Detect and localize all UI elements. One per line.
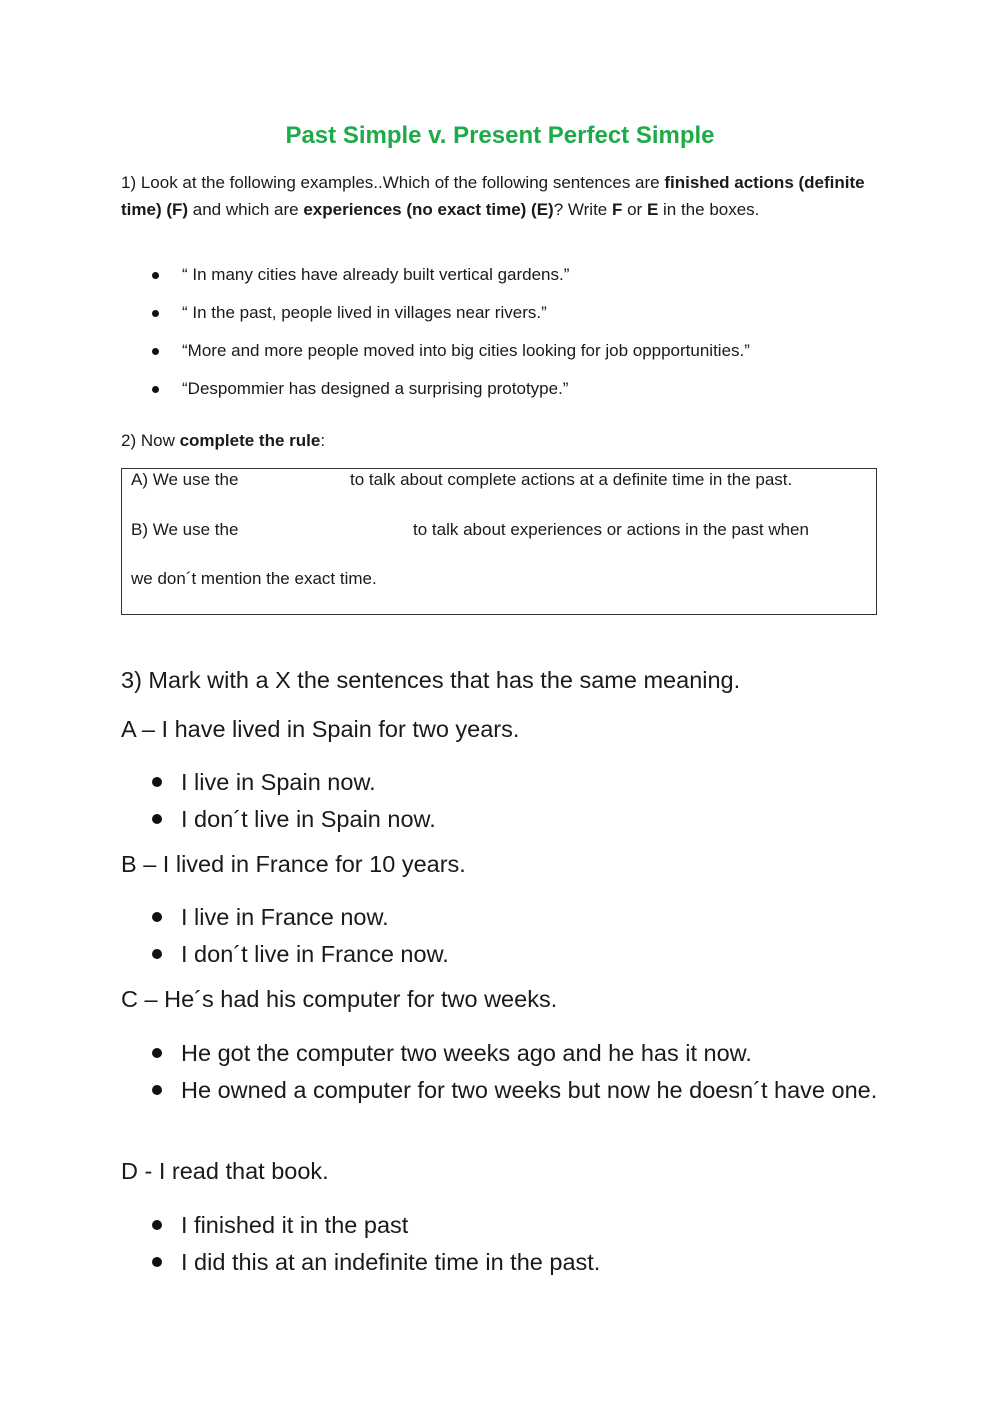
instr-text-b: and which are bbox=[188, 199, 304, 219]
option-text: I live in Spain now. bbox=[181, 769, 376, 795]
option-text: I don´t live in Spain now. bbox=[181, 806, 436, 832]
bullet-icon bbox=[152, 777, 162, 787]
instr-bold-f: F bbox=[611, 199, 623, 219]
example-item bbox=[121, 338, 881, 376]
example-item bbox=[121, 376, 881, 414]
group-c-label: C – He´s had his computer for two weeks. bbox=[121, 986, 558, 1012]
group-a-options bbox=[121, 764, 881, 838]
rule-b-start: B) We use the bbox=[131, 520, 239, 539]
instr-text-c: ? Write bbox=[553, 199, 612, 219]
group-d-label: D - I read that book. bbox=[121, 1158, 329, 1184]
bullet-icon bbox=[152, 949, 162, 959]
example-item bbox=[121, 262, 881, 300]
group-a-label: A – I have lived in Spain for two years. bbox=[121, 716, 520, 742]
sec2-prefix: 2) Now bbox=[121, 431, 180, 450]
option-text: I live in France now. bbox=[181, 904, 389, 930]
section1-instructions bbox=[121, 170, 881, 223]
group-b-label: B – I lived in France for 10 years. bbox=[121, 851, 466, 877]
rule-a-start: A) We use the bbox=[131, 470, 239, 489]
option-item[interactable] bbox=[121, 764, 881, 801]
example-text: “ In many cities have already built vertical gardens.” bbox=[182, 265, 570, 284]
instr-bold-finished: finished actions (definite time) (F) bbox=[121, 173, 865, 219]
sec2-bold: complete the rule bbox=[179, 431, 321, 450]
example-text: “More and more people moved into big cities looking for job oppportunities.” bbox=[182, 341, 750, 360]
section2-instructions bbox=[121, 428, 325, 454]
rule-box bbox=[121, 468, 877, 615]
instr-text-a: 1) Look at the following examples..Which of the following sentences are bbox=[121, 173, 665, 192]
rule-b-end: to talk about experiences or actions in the past when bbox=[413, 520, 809, 539]
bullet-icon bbox=[152, 1085, 162, 1095]
option-item[interactable] bbox=[121, 1072, 881, 1146]
rule-b-cont: we don´t mention the exact time. bbox=[131, 569, 377, 588]
instr-text-d: or bbox=[622, 199, 647, 219]
bullet-icon bbox=[152, 386, 159, 393]
bullet-icon bbox=[152, 310, 159, 317]
option-item[interactable] bbox=[121, 1035, 881, 1072]
instr-text-e: in the boxes. bbox=[658, 199, 760, 219]
rule-a-end: to talk about complete actions at a definite time in the past. bbox=[350, 470, 793, 489]
option-text: I don´t live in France now. bbox=[181, 941, 449, 967]
instr-bold-experiences: experiences (no exact time) (E) bbox=[303, 199, 554, 219]
option-item[interactable] bbox=[121, 1207, 881, 1244]
bullet-icon bbox=[152, 272, 159, 279]
bullet-icon bbox=[152, 1048, 162, 1058]
examples-list bbox=[121, 262, 881, 414]
instr-bold-e: E bbox=[646, 199, 659, 219]
bullet-icon bbox=[152, 348, 159, 355]
option-item[interactable] bbox=[121, 936, 881, 973]
bullet-icon bbox=[152, 912, 162, 922]
group-c-options bbox=[121, 1035, 881, 1146]
option-item[interactable] bbox=[121, 1244, 881, 1281]
sec2-suffix: : bbox=[320, 431, 326, 450]
example-text: “Despommier has designed a surprising prototype.” bbox=[182, 379, 569, 398]
section3-heading: 3) Mark with a X the sentences that has the same meaning. bbox=[121, 667, 741, 693]
group-d-options bbox=[121, 1207, 881, 1281]
bullet-icon bbox=[152, 814, 162, 824]
worksheet-title: Past Simple v. Present Perfect Simple bbox=[285, 122, 715, 149]
option-text: He owned a computer for two weeks but now he doesn´t have one. bbox=[181, 1077, 878, 1103]
example-text: “ In the past, people lived in villages near rivers.” bbox=[182, 303, 547, 322]
option-item[interactable] bbox=[121, 801, 881, 838]
group-b-options bbox=[121, 899, 881, 973]
option-item[interactable] bbox=[121, 899, 881, 936]
option-text: I did this at an indefinite time in the past. bbox=[181, 1249, 601, 1275]
option-text: He got the computer two weeks ago and he has it now. bbox=[181, 1040, 752, 1066]
option-text: I finished it in the past bbox=[181, 1212, 409, 1238]
bullet-icon bbox=[152, 1220, 162, 1230]
example-item bbox=[121, 300, 881, 338]
bullet-icon bbox=[152, 1257, 162, 1267]
